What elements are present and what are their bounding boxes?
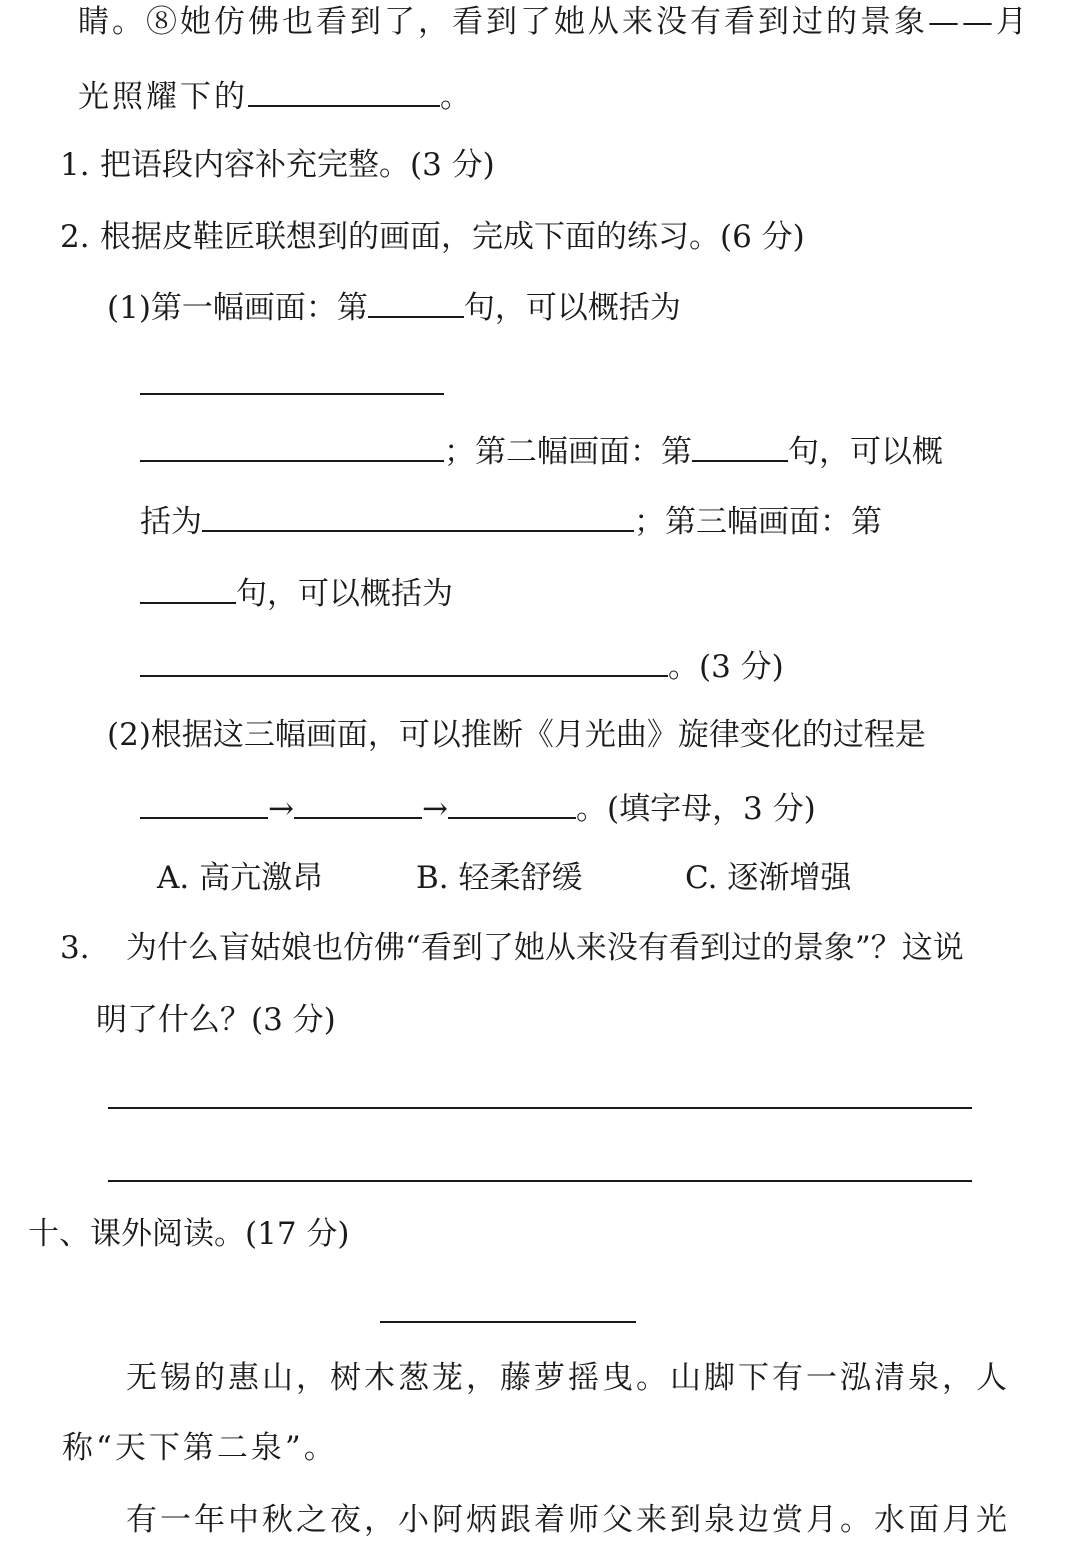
question-text: 为什么盲姑娘也仿佛“看到了她从来没有看到过的景象”？这说 [126, 930, 964, 966]
section-title: 十、课外阅读。(17 分) [28, 1216, 350, 1252]
q2-part2-end: 。(填字母，3 分) [575, 791, 816, 827]
answer-blank[interactable] [202, 500, 634, 532]
option-b [416, 858, 583, 898]
q2-part1-line6 [140, 645, 784, 687]
q2-part1-text-f: ；第三幅画面：第 [634, 504, 882, 540]
q2-part1-text-b: 句，可以概括为 [463, 290, 681, 326]
answer-line[interactable] [108, 1107, 972, 1109]
question-text: 把语段内容补充完整。(3 分) [100, 147, 495, 183]
question-3 [60, 928, 964, 968]
option-letter: A. [157, 860, 190, 896]
passage-line-2-prefix: 光照耀下的 [78, 79, 248, 115]
story-title-blank[interactable] [380, 1321, 636, 1323]
answer-blank[interactable] [140, 645, 668, 677]
option-letter: B. [416, 860, 449, 896]
q2-part1-text-c: ；第二幅画面：第 [444, 434, 692, 470]
story-para1-line1: 无锡的惠山，树木葱茏，藤萝摇曳。山脚下有一泓清泉，人 [126, 1360, 1010, 1396]
answer-blank[interactable] [140, 430, 444, 462]
story-para1-line2: 称“天下第二泉”。 [62, 1430, 338, 1466]
question-number: 2. [60, 219, 90, 255]
q2-part2-line1: (2)根据这三幅画面，可以推断《月光曲》旋律变化的过程是 [107, 717, 926, 753]
arrow: → [268, 791, 294, 827]
option-letter: C. [685, 860, 718, 896]
question-1 [60, 145, 495, 185]
arrow: → [421, 791, 448, 827]
question-text: 根据皮鞋匠联想到的画面，完成下面的练习。(6 分) [100, 219, 805, 255]
answer-blank-line[interactable] [140, 393, 444, 395]
q2-part1-line1 [107, 286, 681, 328]
option-text: 轻柔舒缓 [458, 860, 583, 896]
answer-line[interactable] [108, 1180, 972, 1182]
answer-blank[interactable] [140, 572, 236, 604]
option-c [685, 858, 851, 898]
question-2 [60, 217, 805, 257]
q2-part1-text-g: 句，可以概括为 [236, 576, 453, 612]
q2-part1-end: 。(3 分) [668, 649, 784, 685]
option-text: 高亢激昂 [199, 860, 324, 896]
option-text: 逐渐增强 [727, 860, 852, 896]
passage-line-2-suffix: 。 [440, 79, 474, 115]
passage-line-2 [78, 75, 474, 117]
q2-part1-text-d: 句，可以概 [788, 434, 943, 470]
q2-part1-text-a: (1)第一幅画面：第 [107, 290, 368, 326]
option-a [157, 858, 323, 898]
q2-part1-text-e: 括为 [140, 504, 202, 540]
question-3-line2: 明了什么？(3 分) [96, 1002, 336, 1038]
question-number: 1. [60, 147, 90, 183]
answer-blank[interactable] [368, 286, 464, 318]
answer-blank[interactable] [448, 787, 576, 819]
passage-line-1: 睛。⑧她仿佛也看到了，看到了她从来没有看到过的景象——月 [78, 4, 1030, 40]
q2-part2-line2 [140, 787, 816, 829]
answer-blank[interactable] [692, 430, 788, 462]
answer-blank[interactable] [294, 787, 422, 819]
q2-part1-line4 [140, 500, 882, 542]
story-para2-line1: 有一年中秋之夜，小阿炳跟着师父来到泉边赏月。水面月光 [126, 1502, 1010, 1538]
q2-part1-line5 [140, 572, 453, 614]
answer-blank[interactable] [140, 787, 268, 819]
q2-part1-line3 [140, 430, 943, 472]
answer-blank[interactable] [248, 75, 440, 107]
question-number: 3. [60, 930, 90, 966]
